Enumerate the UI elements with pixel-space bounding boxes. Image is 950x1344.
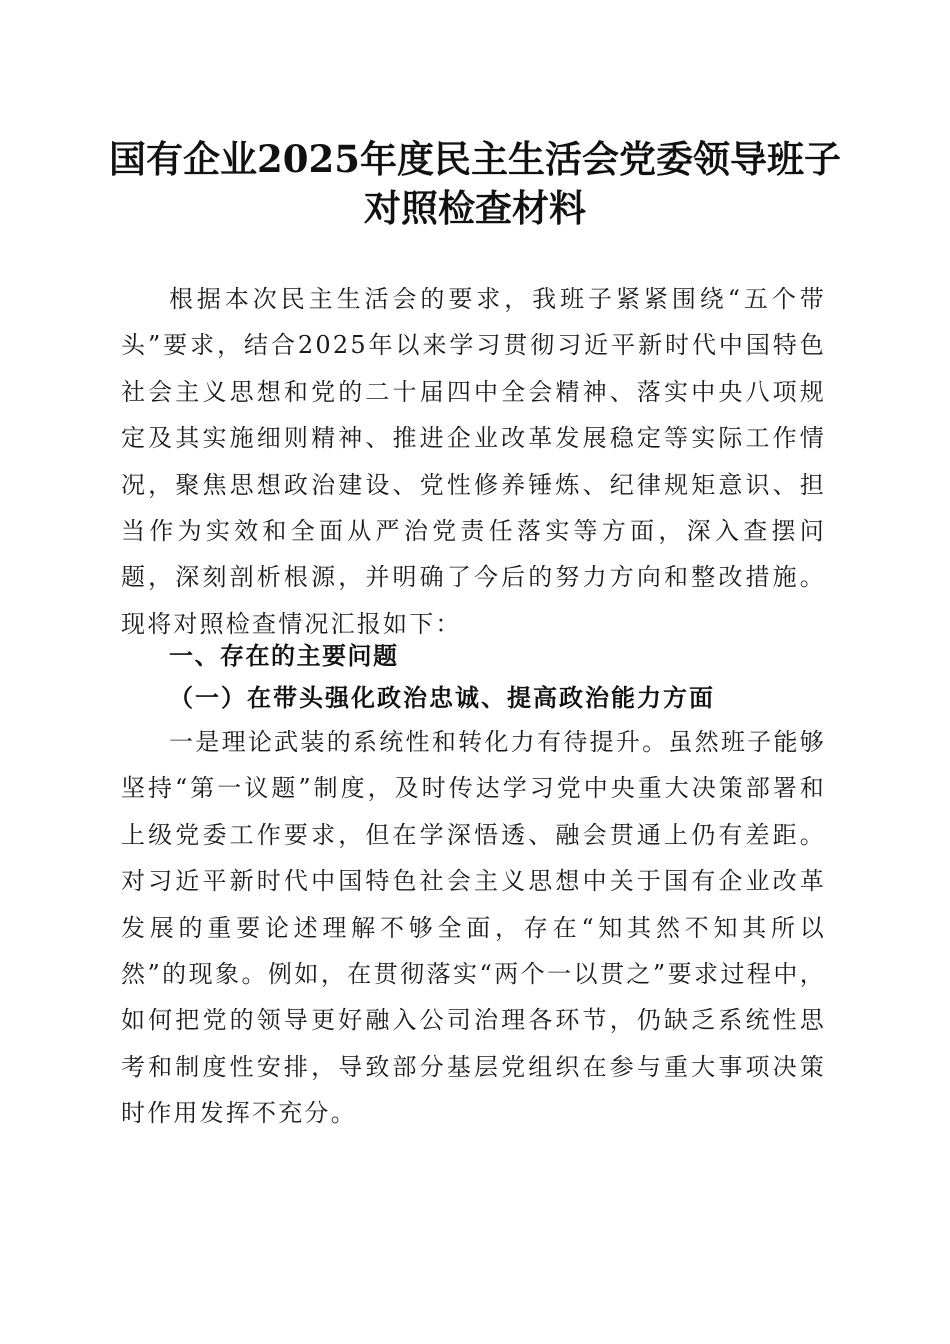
document-title-line-2: 对照检查材料 xyxy=(364,186,586,230)
point-one-paragraph: 一是理论武装的系统性和转化力有待提升。虽然班子能够坚持“第一议题”制度，及时传达学习党中央重大决策部署和上级党委工作要求，但在学深悟透、融会贯通上仍有差距。对习近平新时代中国特色社会主义思想中关于国有企业改革发展的重要论述理解不够全面，存在“知其然不知其所以然”的现象。例如，在贯彻落实“两个一以贯之”要求过程中，如何把党的领导更好融入公司治理各环节，仍缺乏系统性思考和制度性安排，导致部分基层党组织在参与重大事项决策时作用发挥不充分。 xyxy=(121,728,826,1128)
document-title-line-1: 国有企业2025年度民主生活会党委领导班子 xyxy=(109,137,841,181)
section-heading: 一、存在的主要问题 xyxy=(169,642,399,670)
subsection-heading: （一）在带头强化政治忠诚、提高政治能力方面 xyxy=(169,683,715,712)
intro-paragraph: 根据本次民主生活会的要求，我班子紧紧围绕“五个带头”要求，结合2025年以来学习贯彻习近平新时代中国特色社会主义思想和党的二十届四中全会精神、落实中央八项规定及其实施细则精神、推进企业改革发展稳定等实际工作情况，聚焦思想政治建设、党性修养锤炼、纪律规矩意识、担当作为实效和全面从严治党责任落实等方面，深入查摆问题，深刻剖析根源，并明确了今后的努力方向和整改措施。现将对照检查情况汇报如下： xyxy=(121,285,826,638)
